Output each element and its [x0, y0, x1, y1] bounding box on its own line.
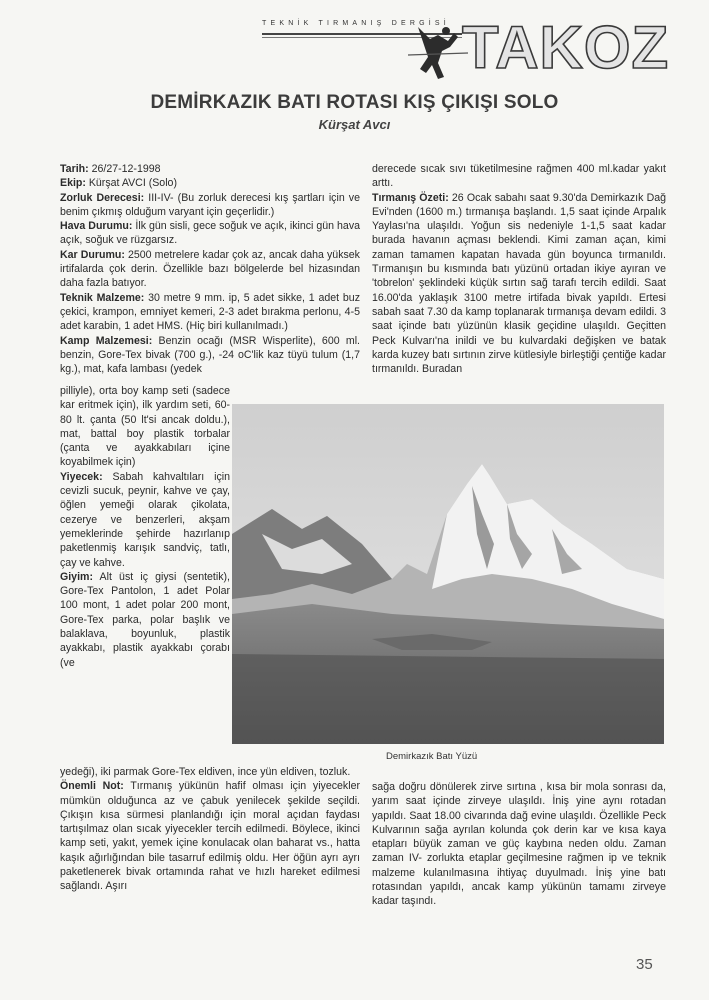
ozet-value: 26 Ocak sabahı saat 9.30'da Demirkazık Dağ Evi'nden (1600 m.) tırmanışa başlandı. 1,5 saat içinde Arpalık Yaylası'na ulaşıldı. Yoğun sis nedeniyle 1-1,5 saat kadar burada havanın açması beklendi. Kimi zaman açan, kimi zaman tamamen kapatan havada gün boyunca tırmanıldı. Tırmanışın bu kısmında batı yüzünü ortadan ikiye ayıran ve 'tobrelon' şeklindeki küçük sırtın sağ tarafı tercih edildi. Saat 16.00'da yaklaşık 3100 metre irtifada bivak yapıldı. Ertesi sabah saat 7.30 da kamp toplanarak tırmanışa devam edildi. 3 saat içinde batı yüzünün klasik geçidine ulaşıldı. Geçitten Peck Kulvarı'na inildi ve bu kulvardaki değişken ve batak karda kuzey batı sırtının zirve kütlesiyle birleştiği çentiğe kadar tırmanıldı. Buradan — [372, 191, 667, 376]
ozet-paragraph — [372, 191, 666, 377]
magazine-name-strip: TEKNİK TIRMANIŞ DERGİSİ — [262, 20, 450, 27]
teknik-paragraph — [60, 291, 360, 334]
kamp-value: Benzin ocağı (MSR Wisperlite), 600 ml. benzin, Gore-Tex bivak (700 g.), -24 oC'lik kaz tüyü tulum (1,7 kg.), mat, kafa lambası (yedek — [60, 334, 360, 376]
photo-caption: Demirkazık Batı Yüzü — [386, 751, 478, 762]
yiyecek-value: Sabah kahvaltıları için cevizli sucuk, peynir, kahve ve çay, öğlen yemeği olarak çikolata, cezerye ve benzerleri, akşam yemeklerinde şehirde hazırlanıp paketlenmiş karışık sandviç, tatlı, çay ve kahve. — [60, 470, 230, 569]
ozet-label: Tırmanış Özeti: — [372, 191, 449, 204]
giyim-paragraph — [60, 570, 230, 670]
takoz-logo — [408, 14, 672, 81]
ekip-paragraph — [60, 176, 360, 190]
kar-label: Kar Durumu: — [60, 248, 125, 261]
continuation-paragraph: sağa doğru dönülerek zirve sırtına , kısa bir mola sonrası da, yarım saat içinde zirveye ulaşıldı. İniş yine aynı rotadan yapıldı. Saat 18.00 civarında dağ evine ulaşıldı. Özellikle Peck Kulvarının sağa ayrılan kolunda çok derin kar ve kısa kaya etapları büyük zaman ve güç kaybına neden oldu. Zaman zaman IV- zorlukta etaplar geçilmesine rağmen ip ve teknik malzeme kulanılmasına ihtiyaç duyulmadı. İniş yine batı rotasından yapıldı, ancak kamp yükünün tamamı zirveye kadar taşındı. — [372, 781, 666, 908]
kamp-label: Kamp Malzemesi: — [60, 334, 153, 347]
yiyecek-paragraph — [60, 470, 230, 570]
intro-paragraph: derecede sıcak sıvı tüketilmesine rağmen 400 ml.kadar yakıt arttı. — [372, 163, 666, 190]
hava-label: Hava Durumu: — [60, 220, 133, 233]
article-title: DEMİRKAZIK BATI ROTASI KIŞ ÇIKIŞI SOLO — [150, 92, 559, 113]
hava-paragraph — [60, 219, 360, 248]
giyim-label: Giyim: — [60, 570, 93, 583]
logo-wordmark: TAKOZ — [462, 14, 670, 81]
yiyecek-label: Yiyecek: — [60, 470, 103, 483]
teknik-value: 30 metre 9 mm. ip, 5 adet sikke, 1 adet buz çekici, krampon, emniyet kemeri, 2-3 adet bırakma perlonu, 4-5 adet karabin, 1 adet HMS. (Hiç biri kullanılmadı.) — [60, 291, 360, 333]
article-author: Kürşat Avcı — [318, 117, 391, 132]
onemli-paragraph — [60, 779, 360, 893]
teknik-label: Teknik Malzeme: — [60, 291, 145, 304]
kamp-continued: pilliyle), orta boy kamp seti (sadece kar eritmek için), ilk yardım seti, 60-80 lt. çanta (50 lt'si ancak doldu.), mat, battal boy plastik torbalar (çanta ve ayakkabıları içine koyabilmek için) — [60, 385, 230, 469]
kar-paragraph — [60, 248, 360, 291]
kamp-paragraph — [60, 334, 360, 377]
zorluk-label: Zorluk Derecesi: — [60, 191, 145, 204]
giyim-value: Alt üst iç giysi (sentetik), Gore-Tex Pantolon, 1 adet Polar 100 mont, 1 adet polar 200 mont, Gore-Tex parka, polar başlık ve balaklava, boyunluk, plastik ayakkabı, plastik ayakkabı çorabı (ve — [60, 570, 230, 669]
hava-value: İlk gün sisli, gece soğuk ve açık, ikinci gün hava açık, soğuk ve rüzgarsız. — [60, 220, 361, 247]
onemli-label: Önemli Not: — [60, 780, 124, 793]
left-column-bottom — [60, 765, 360, 894]
kar-value: 2500 metrelere kadar çok az, ancak daha yüksek irtifalarda çok derin. Özellikle bazı bölgelerde bel hizasından daha fazla batıyor. — [60, 248, 360, 290]
zorluk-paragraph — [60, 191, 360, 220]
zorluk-value: III-IV- (Bu zorluk derecesi kış şartları için ve benim çıkmış olduğum varyant için geçerlidir.) — [60, 191, 360, 218]
right-column-top — [372, 162, 666, 376]
giyim-continued: yedeği), iki parmak Gore-Tex eldiven, ince yün eldiven, tozluk. — [60, 766, 351, 778]
mountain-photo — [232, 404, 664, 744]
ekip-label: Ekip: — [60, 177, 86, 190]
left-column-top — [60, 162, 360, 376]
tarih-label: Tarih: — [60, 163, 89, 175]
left-column-narrow — [60, 384, 230, 670]
tarih-value: 26/27-12-1998 — [88, 163, 161, 175]
right-column-bottom — [372, 780, 666, 909]
mountain-illustration — [232, 404, 664, 744]
ekip-value: Kürşat AVCI (Solo) — [85, 177, 177, 190]
tarih-paragraph — [60, 162, 360, 176]
page-number: 35 — [636, 956, 653, 973]
onemli-value: Tırmanış yükünün hafif olması için yiyecekler mümkün olduğunca az ve çabuk yenilecek şekilde seçildi. Çıkışın kısa sürmesi planlandığı için moral açıdan faydası tartışılmaz olan sıcak yiyecekler tercih edilmedi. Böylece, ikinci kamp seti, yakıt, yemek içine konulacak olan baharat vs., hatta kaşık ağırlığından bile tasarruf edilmiş oldu. Her öğün ayrı ayrı paketlenerek bivak ortamında rahat ve hızlı hareket edilmesi sağlandı. Aşırı — [60, 780, 361, 893]
climber-icon — [408, 23, 468, 81]
